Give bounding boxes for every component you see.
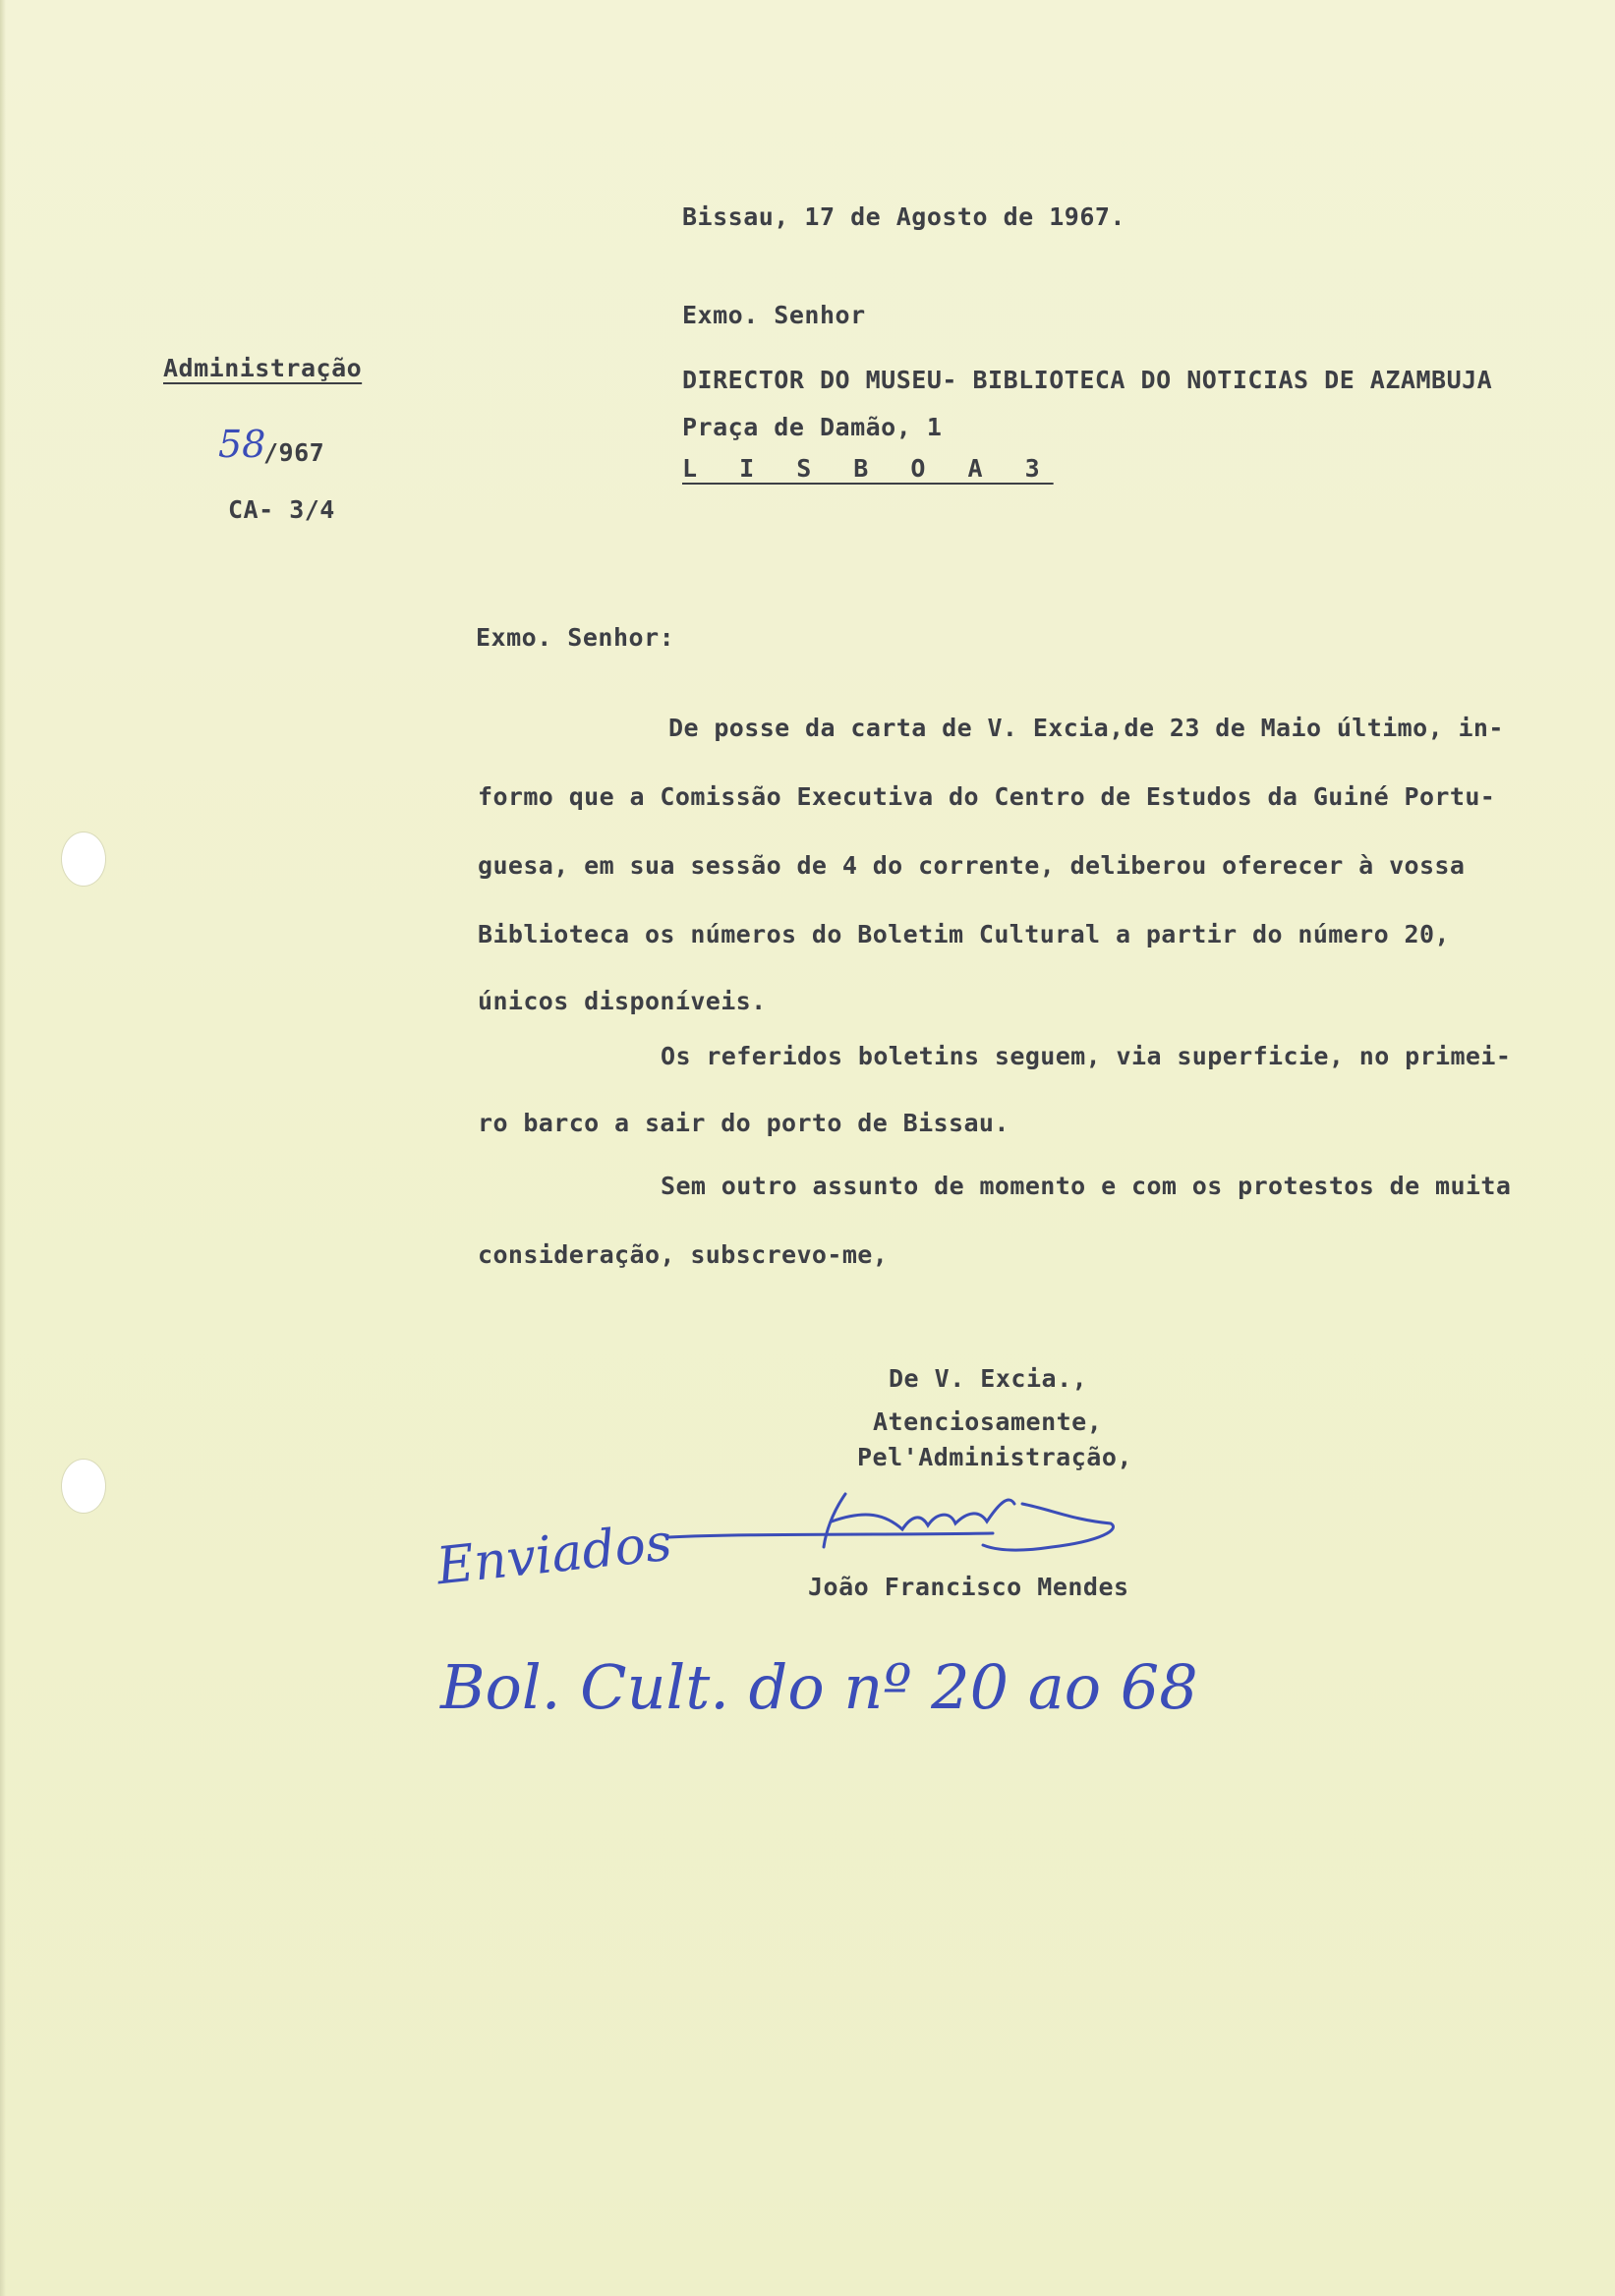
- body-line: ro barco a sair do porto de Bissau.: [478, 1109, 1009, 1137]
- recipient-line-1: DIRECTOR DO MUSEU- BIBLIOTECA DO NOTICIAS DE AZAMBUJA: [682, 366, 1493, 394]
- place-date: Bissau, 17 de Agosto de 1967.: [682, 202, 1125, 231]
- department-label: Administração: [163, 354, 363, 382]
- body-line: consideração, subscrevo-me,: [478, 1240, 889, 1269]
- body-line: De posse da carta de V. Excia,de 23 de Maio último, in-: [668, 714, 1504, 742]
- body-line: formo que a Comissão Executiva do Centro de Estudos da Guiné Portu-: [478, 782, 1496, 811]
- closing-line-1: De V. Excia.,: [889, 1364, 1088, 1393]
- handwritten-sent-note: Enviados: [433, 1513, 675, 1597]
- body-line: Sem outro assunto de momento e com os protestos de muita: [661, 1172, 1512, 1200]
- body-line: únicos disponíveis.: [478, 987, 767, 1015]
- reference-number-handwritten: 58: [218, 423, 266, 466]
- recipient-line-2: Praça de Damão, 1: [682, 413, 943, 441]
- salutation-top: Exmo. Senhor: [682, 301, 866, 329]
- body-line: Os referidos boletins seguem, via superficie, no primei-: [661, 1042, 1512, 1070]
- recipient-line-3: L I S B O A 3: [682, 454, 1054, 483]
- handwritten-bulletin-note: Bol. Cult. do nº 20 ao 68: [440, 1651, 1198, 1723]
- closing-line-2: Atenciosamente,: [873, 1407, 1103, 1436]
- body-line: guesa, em sua sessão de 4 do corrente, deliberou oferecer à vossa: [478, 851, 1466, 880]
- reference-year: /967: [263, 438, 325, 467]
- reference-code: CA- 3/4: [228, 495, 335, 524]
- signatory-name: João Francisco Mendes: [808, 1573, 1129, 1601]
- closing-line-3: Pel'Administração,: [857, 1443, 1132, 1471]
- body-line: Biblioteca os números do Boletim Cultural a partir do número 20,: [478, 920, 1450, 948]
- salutation: Exmo. Senhor:: [476, 623, 675, 652]
